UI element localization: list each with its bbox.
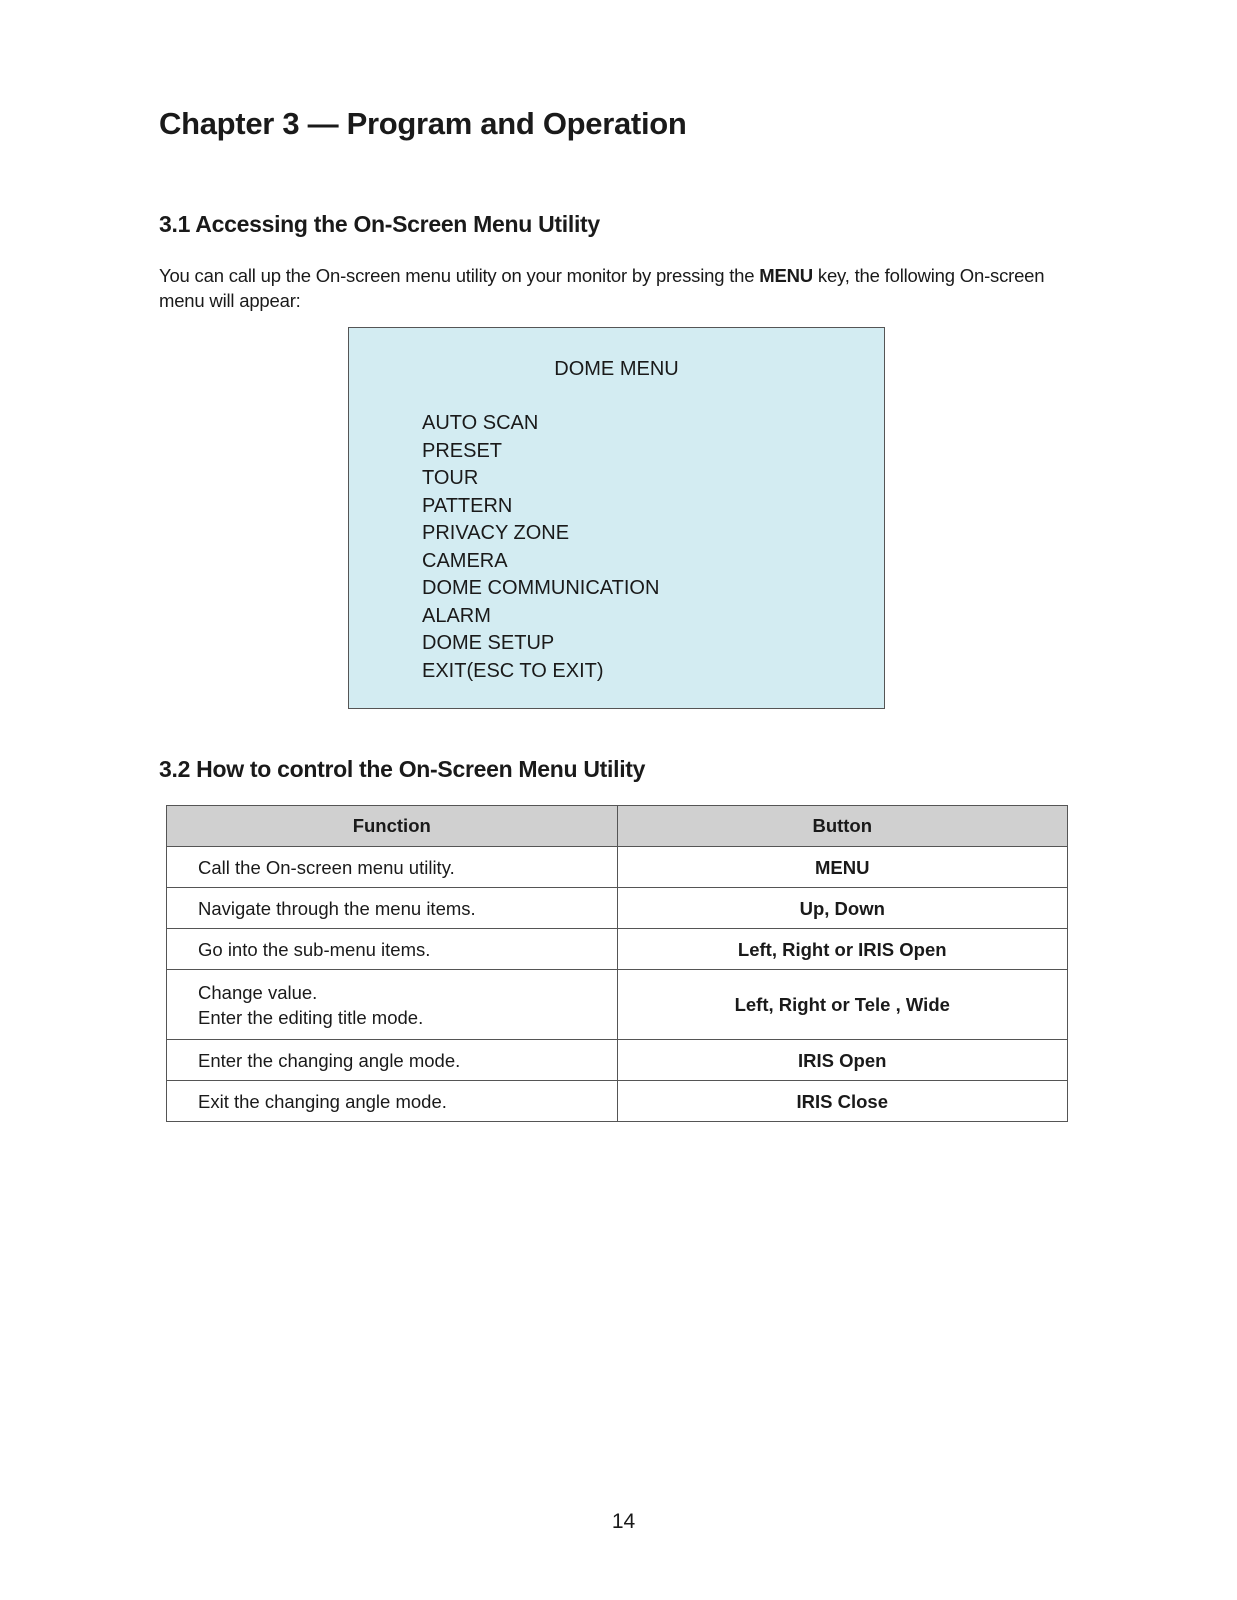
section-title-3-1: 3.1 Accessing the On-Screen Menu Utility [159,211,600,237]
column-header-function: Function [167,806,618,847]
intro-paragraph [159,263,1079,313]
page-number: 14 [611,1510,636,1533]
dome-menu-item: AUTO SCAN [422,412,539,434]
table-row [167,888,1068,929]
intro-text-start: You can call up the On-screen menu utility on your monitor by pressing the [159,265,760,286]
dome-menu-item: DOME COMMUNICATION [422,577,660,599]
menu-key-name: MENU [759,265,813,286]
function-text: Enter the changing angle mode. [198,1049,461,1071]
dome-menu-title: DOME MENU [554,358,679,380]
table-row [167,847,1068,888]
dome-menu-item: ALARM [422,604,491,627]
function-cell [167,970,618,1040]
dome-menu-item: EXIT(ESC TO EXIT) [422,659,604,682]
chapter-title: Chapter 3 — Program and Operation [159,106,687,141]
function-text: Exit the changing angle mode. [198,1090,447,1112]
table-row [167,970,1068,1040]
dome-menu-item: CAMERA [422,549,508,572]
function-cell [167,929,618,970]
section-title-3-2: 3.2 How to control the On-Screen Menu Utility [159,756,646,782]
table-row [167,1040,1068,1081]
button-cell: IRIS Open [617,1040,1068,1081]
function-text: Change value. [198,981,318,1003]
function-text: Go into the sub-menu items. [198,938,431,960]
function-cell [167,1081,618,1122]
function-cell [167,1040,618,1081]
intro-text-end: key, the following On-screen menu will appear: [159,265,1045,311]
table-row [167,1081,1068,1122]
column-header-button: Button [617,806,1068,847]
dome-menu-item: PRIVACY ZONE [422,522,570,544]
function-text: Call the On-screen menu utility. [198,856,455,878]
dome-menu-screen [348,327,885,709]
function-cell [167,888,618,929]
button-cell: Left, Right or Tele , Wide [617,970,1068,1040]
dome-menu-item: PATTERN [422,494,513,517]
dome-menu-item: TOUR [422,467,479,489]
dome-menu-item: PRESET [422,439,503,462]
function-text: Navigate through the menu items. [198,897,476,919]
table-row [167,929,1068,970]
menu-control-table [166,805,1068,1122]
button-cell: IRIS Close [617,1081,1068,1122]
function-text: Enter the editing title mode. [198,1006,424,1028]
dome-menu-list [422,410,659,685]
button-cell: MENU [617,847,1068,888]
button-cell: Left, Right or IRIS Open [617,929,1068,970]
function-cell [167,847,618,888]
button-cell: Up, Down [617,888,1068,929]
table-header-row [167,806,1068,847]
dome-menu-item: DOME SETUP [422,632,555,654]
